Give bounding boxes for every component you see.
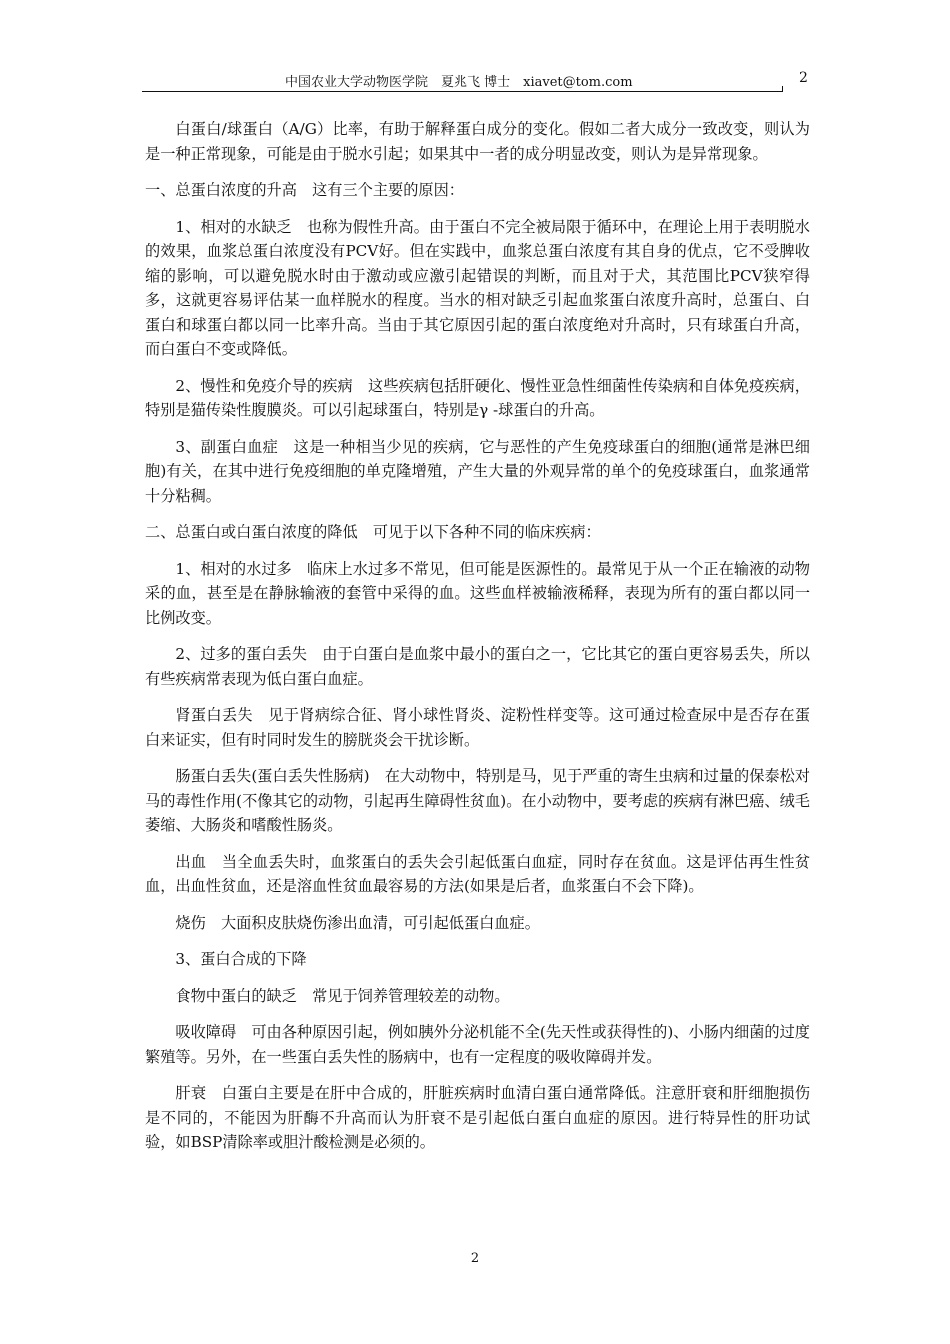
paragraph-synthesis-decrease: 3、蛋白合成的下降 <box>175 950 307 968</box>
section-heading-increase: 一、总蛋白浓度的升高 这有三个主要的原因： <box>145 181 464 199</box>
header-page-number: 2 <box>799 70 808 86</box>
paragraph-chronic-immune-disease: 2、慢性和免疫介导的疾病 这些疾病包括肝硬化、慢性亚急性细菌性传染病和自体免疫疾病，特别是猫传染性腹膜炎。可以引起球蛋白，特别是γ -球蛋白的升高。 <box>145 376 810 419</box>
document-body <box>145 117 810 1167</box>
paragraph-intestinal-protein-loss: 肠蛋白丢失(蛋白丢失性肠病) 在大动物中，特别是马，见于严重的寄生虫病和过量的保泰松对马的毒性作用(不像其它的动物，引起再生障碍性贫血)。在小动物中，要考虑的疾病有淋巴癌、绒毛萎缩、大肠炎和嗜酸性肠炎。 <box>145 767 810 834</box>
paragraph-renal-protein-loss: 肾蛋白丢失 见于肾病综合征、肾小球性肾炎、淀粉性样变等。这可通过检查尿中是否存在蛋白来证实，但有时同时发生的膀胱炎会干扰诊断。 <box>145 706 810 749</box>
page-header <box>142 70 810 90</box>
footer-page-number: 2 <box>470 1251 480 1266</box>
paragraph-dietary-protein-deficit: 食物中蛋白的缺乏 常见于饲养管理较差的动物。 <box>175 986 510 1005</box>
paragraph-paraproteinemia: 3、副蛋白血症 这是一种相当少见的疾病，它与恶性的产生免疫球蛋白的细胞(通常是淋巴细胞)有关，在其中进行免疫细胞的单克隆增殖，产生大量的外观异常的单个的免疫球蛋白，血浆通常十分粘稠。 <box>145 437 810 505</box>
paragraph-malabsorption: 吸收障碍 可由各种原因引起，例如胰外分泌机能不全(先天性或获得性的)、小肠内细菌的过度繁殖等。另外，在一些蛋白丢失性的肠病中，也有一定程度的吸收障碍并发。 <box>145 1023 810 1066</box>
header-rule <box>142 91 782 92</box>
paragraph-ag-ratio: 白蛋白/球蛋白（A/G）比率，有助于解释蛋白成分的变化。假如二者大成分一致改变，则认为是一种正常现象，可能是由于脱水引起；如果其中一者的成分明显改变，则认为是异常现象。 <box>145 120 810 163</box>
paragraph-excess-protein-loss: 2、过多的蛋白丢失 由于白蛋白是血浆中最小的蛋白之一，它比其它的蛋白更容易丢失，所以有些疾病常表现为低白蛋白血症。 <box>145 645 810 688</box>
paragraph-relative-water-deficit: 1、相对的水缺乏 也称为假性升高。由于蛋白不完全被局限于循环中，在理论上用于表明脱水的效果，血浆总蛋白浓度没有PCV好。但在实践中，血浆总蛋白浓度有其自身的优点，它不受脾收缩的影响，可以避免脱水时由于激动或应激引起错误的判断，而且对于犬，其范围比PCV狭窄得多，这就更容易评估某一血样脱水的程度。当水的相对缺乏引起血浆蛋白浓度升高时，总蛋白、白蛋白和球蛋白都以同一比率升高。当由于其它原因引起的蛋白浓度绝对升高时，只有球蛋白升高，而白蛋白不变或降低。 <box>145 217 810 358</box>
section-heading-decrease: 二、总蛋白或白蛋白浓度的降低 可见于以下各种不同的临床疾病： <box>145 523 601 541</box>
header-rule-tick <box>782 86 783 92</box>
paragraph-hemorrhage: 出血 当全血丢失时，血浆蛋白的丢失会引起低蛋白血症，同时存在贫血。这是评估再生性贫血，出血性贫血，还是溶血性贫血最容易的方法(如果是后者，血浆蛋白不会下降)。 <box>145 852 810 895</box>
paragraph-burns: 烧伤 大面积皮肤烧伤渗出血清，可引起低蛋白血症。 <box>175 913 540 932</box>
paragraph-liver-failure: 肝衰 白蛋白主要是在肝中合成的，肝脏疾病时血清白蛋白通常降低。注意肝衰和肝细胞损伤是不同的，不能因为肝酶不升高而认为肝衰不是引起低白蛋白血症的原因。进行特异性的肝功试验，如BSP清除率或胆汁酸检测是必须的。 <box>145 1084 810 1151</box>
paragraph-relative-water-excess: 1、相对的水过多 临床上水过多不常见，但可能是医源性的。最常见于从一个正在输液的动物采的血，甚至是在静脉输液的套管中采得的血。这些血样被输液稀释，表现为所有的蛋白都以同一比例改变。 <box>145 559 810 627</box>
header-text: 中国农业大学动物医学院 夏兆飞 博士 xiavet@tom.com <box>285 75 633 90</box>
